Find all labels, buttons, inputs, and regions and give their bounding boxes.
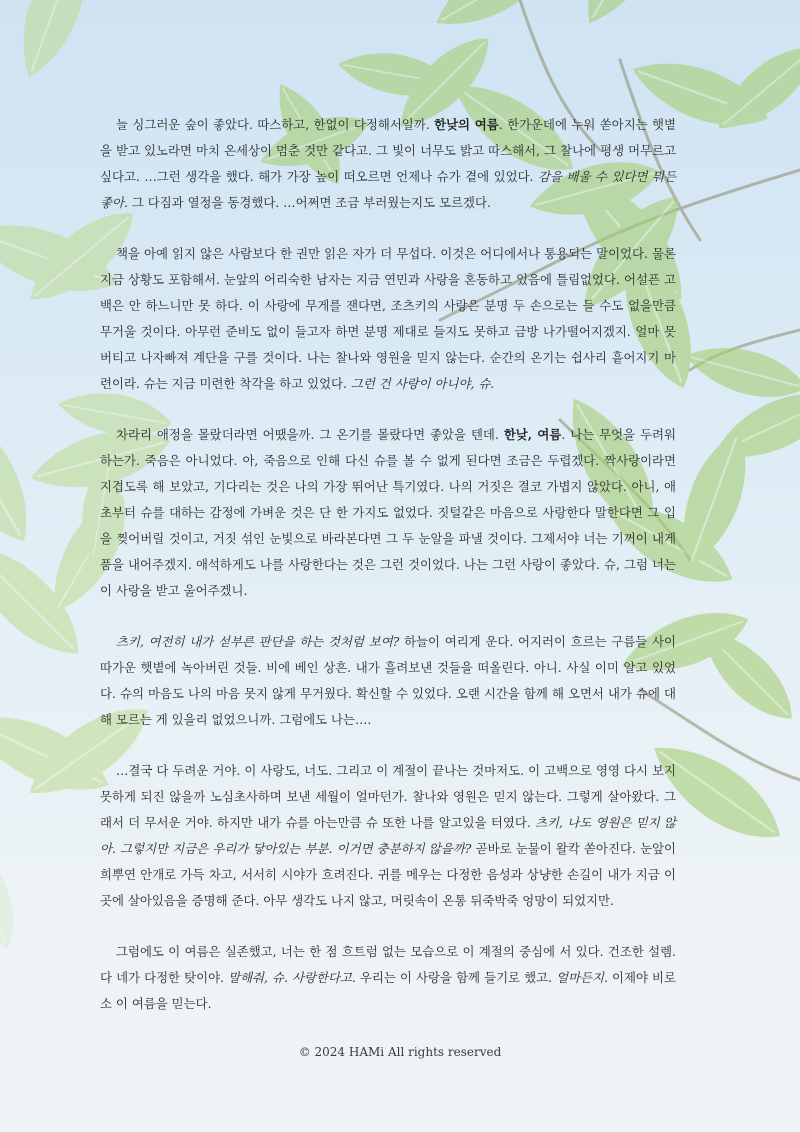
text-run: 그럼에도 이 여름은 실존했고, 너는 한 점 흐트럼 없는 모습으로 이 계절의 중심에 서 있다. 건조한 설렘. 다 네가 다정한 탓이야. bbox=[100, 944, 676, 985]
italic-phrase: 감을 배울 수 있다면 뭐든 좋아. bbox=[100, 169, 676, 210]
paragraph bbox=[100, 112, 676, 216]
paragraph bbox=[100, 241, 676, 397]
italic-phrase: 말해줘, 슈. 사랑한다고. bbox=[228, 970, 356, 985]
italic-phrase: 얼마든지. bbox=[556, 970, 608, 985]
text-run: . 나는 무엇을 두려워 하는가. 죽음은 아니었다. 아, 죽음으로 인해 다신 슈를 볼 수 없게 된다면 조금은 두렵겠다. 짝사랑이라면 지겹도록 해 보았고, 기다리는 것은 나의 가장 뛰어난 특기였다. 나의 거짓은 결코 가볍지 않았다. 아니, 애초부터 슈를 대하는 감정에 가벼운 것은 단 한 가지도 없었다. 짓털같은 마음으로 사랑한다 말한다면 그 입을 찢어버릴 것이고, 거짓 섞인 눈빛으로 바라본다면 그 두 눈알을 파낼 것이다. 그제서야 너는 기꺼이 내게 품을 내어주겠지. 애석하게도 나를 사랑한다는 것은 그런 것이었다. 나는 그런 사랑이 좋았다. 슈, 그럼 너는 이 사랑을 받고 울어주겠니. bbox=[100, 427, 676, 598]
text-run: 늘 싱그러운 숲이 좋았다. 따스하고, 한없이 다정해서일까. bbox=[116, 117, 435, 132]
bold-phrase: 한낮의 여름 bbox=[434, 117, 499, 132]
essay bbox=[100, 112, 676, 1042]
text-run: 하늘이 여리게 운다. 어지러이 흐르는 구름들 사이 따가운 햇볕에 녹아버린 것들. 비에 베인 상흔. 내가 흘려보낸 것들을 떠올린다. 아니. 사실 이미 알고 있었다. 슈의 마음도 나의 마음 못지 않게 무거웠다. 확신할 수 있었다. 오랜 시간을 함께 해 오면서 내가 슈에 대해 모르는 게 있을리 없었으니까. 그럼에도 나는…. bbox=[100, 634, 676, 727]
text-run: 이제야 비로소 이 여름을 믿는다. bbox=[100, 970, 676, 1011]
italic-phrase: 그런 건 사랑이 아니야, 슈. bbox=[350, 376, 495, 391]
copyright-footer: © 2024 HAMi All rights reserved bbox=[298, 1045, 502, 1059]
text-run: 그 다짐과 열정을 동경했다. …어쩌면 조금 부러웠는지도 모르겠다. bbox=[127, 195, 491, 210]
paragraph bbox=[100, 758, 676, 914]
text-run: 곧바로 눈물이 왈칵 쏟아진다. 눈앞이 희뿌연 안개로 가득 차고, 서서히 시야가 흐려진다. 귀를 메우는 다정한 음성과 상냥한 손길이 내가 지금 이곳에 살아있음을 증명해 준다. 아무 생각도 나지 않고, 머릿속이 온통 뒤죽박죽 엉망이 되었지만. bbox=[100, 841, 677, 908]
text-run: 책을 아예 읽지 않은 사람보다 한 권만 읽은 자가 더 무섭다. 이것은 어디에서나 통용되는 말이었다. 물론 지금 상황도 포함해서. 눈앞의 어리숙한 남자는 지금 연민과 사랑을 혼동하고 있음에 틀림없었다. 어설픈 고백은 안 하느니만 못 하다. 이 사랑에 무게를 잰다면, 조츠키의 사랑은 분명 두 손으로는 들 수도 없을만큼 무거울 것이다. 아무런 준비도 없이 들고자 하면 분명 제대로 들지도 못하고 금방 나가떨어지겠지. 얼마 못 버티고 나자빠져 계단을 구를 것이다. 나는 찰나와 영원을 믿지 않는다. 순간의 온기는 쉽사리 흩어지기 마련이라. 슈는 지금 미련한 착각을 하고 있었다. bbox=[100, 246, 676, 391]
italic-phrase: 츠키, 여전히 내가 섣부른 판단을 하는 것처럼 보여? bbox=[116, 634, 400, 649]
italic-phrase: 츠키, 나도 영원은 믿지 않아. 그렇지만 지금은 우리가 닿아있는 부분. 이거면 충분하지 않을까? bbox=[100, 815, 676, 856]
paragraph bbox=[100, 422, 676, 604]
text-run: …결국 다 두려운 거야. 이 사랑도, 너도. 그리고 이 계절이 끝나는 것마저도. 이 고백으로 영영 다시 보지 못하게 되진 않을까 노심초사하며 보낸 세월이 얼마던가. 찰나와 영원은 믿지 않는다. 그렇게 살아왔다. 그래서 더 무서운 거야. 하지만 내가 슈를 아는만큼 슈 또한 나를 알고있을 터였다. bbox=[100, 763, 676, 830]
bold-phrase: 한낮, 여름 bbox=[503, 427, 562, 442]
paragraph bbox=[100, 629, 676, 733]
text-run: 우리는 이 사랑을 함께 들기로 했고. bbox=[355, 970, 557, 985]
paragraph bbox=[100, 939, 676, 1017]
text-run: 차라리 애정을 몰랐더라면 어땠을까. 그 온기를 몰랐다면 좋았을 텐데. bbox=[116, 427, 504, 442]
text-run: . 한가운데에 누워 쏟아지는 햇볕을 받고 있노라면 마치 온세상이 멈춘 것만 같다고. 그 빛이 너무도 밝고 따스해서, 그 찰나에 평생 머무르고 싶다고. …그런 생각을 했다. 해가 가장 높이 떠오르면 언제나 슈가 곁에 있었다. bbox=[100, 117, 676, 184]
